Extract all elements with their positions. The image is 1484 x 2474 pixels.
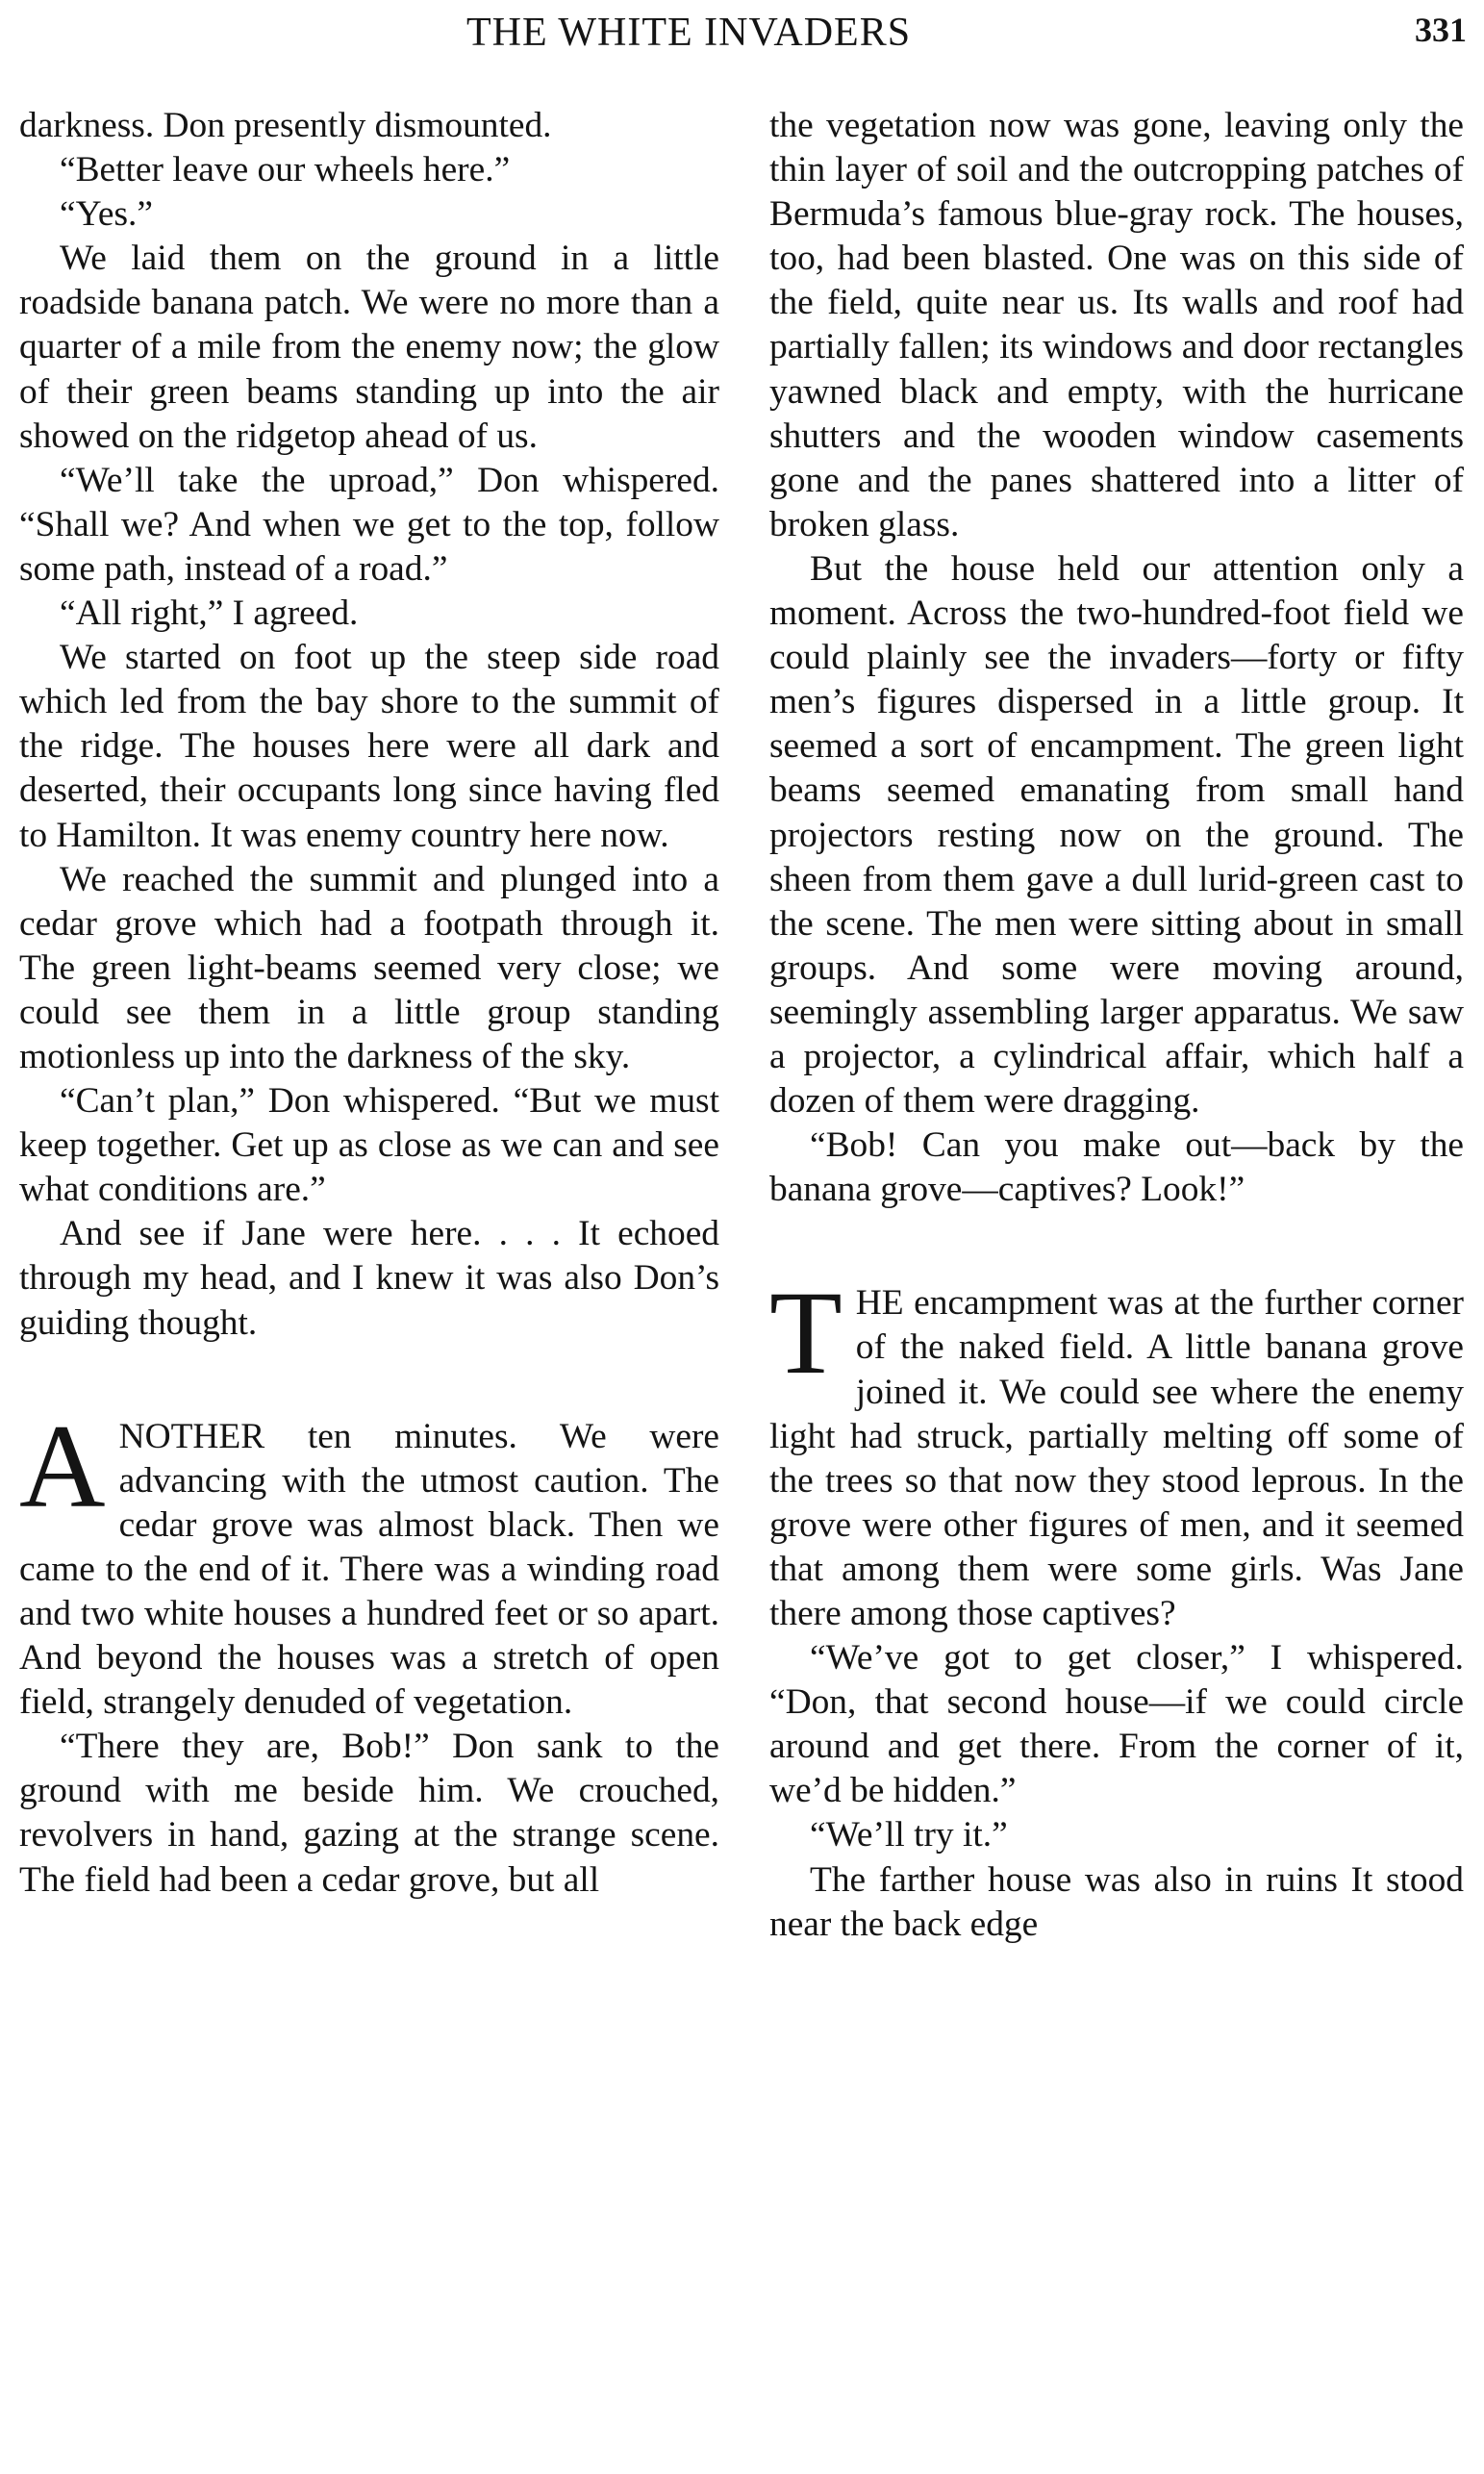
paragraph: “There they are, Bob!” Don sank to the ground with me beside him. We crouched, revolvers in hand, gazing at the strange scene. The field had been a cedar grove, but all: [19, 1727, 719, 1900]
section-opening-paragraph: [19, 1400, 719, 1726]
drop-cap: T: [769, 1267, 843, 1400]
paragraph: And see if Jane were here. . . . It echoed through my head, and I knew it was also Don’s guiding thought.: [19, 1214, 719, 1343]
paragraph-text: ten minutes. We were advancing with the utmost caution. The cedar grove was almost black. Then we came to the end of it. There was a winding road and two white houses a hundred feet or so apart. And beyond the houses was a stretch of open field, strangely denuded of vegetation.: [19, 1416, 719, 1723]
paragraph: the vegetation now was gone, leaving only the thin layer of soil and the outcropping patches of Bermuda’s famous blue-gray rock. The houses, too, had been blasted. One was on this side of the field, quite near us. Its walls and roof had partially fallen; its windows and door rectangles yawned black and empty, with the hurricane shutters and the wooden window casements gone and the panes shattered into a litter of broken glass.: [769, 106, 1464, 544]
right-column: [769, 104, 1464, 1947]
paragraph: “Bob! Can you make out—back by the banana grove—captives? Look!”: [769, 1125, 1464, 1210]
section-opening-paragraph: [769, 1267, 1464, 1636]
page-header: [0, 10, 1484, 58]
paragraph: “Can’t plan,” Don whispered. “But we must keep together. Get up as close as we can and see what conditions are.”: [19, 1081, 719, 1210]
paragraph-text: encampment was at the further corner of the naked field. A little banana grove joined it. We could see where the enemy light had struck, partially melting off some of the trees so that now they stood leprous. In the grove were other figures of men, and it seemed that among them were some girls. Was Jane there among those captives?: [769, 1283, 1464, 1633]
paragraph: darkness. Don presently dismounted.: [19, 106, 552, 145]
paragraph: The farther house was also in ruins It stood near the back edge: [769, 1859, 1464, 1944]
left-column: [19, 104, 719, 1903]
running-title: THE WHITE INVADERS: [466, 11, 912, 55]
paragraph: “All right,” I agreed.: [60, 593, 359, 634]
paragraph: “We’ll try it.”: [810, 1815, 1008, 1856]
paragraph: We started on foot up the steep side road which led from the bay shore to the summit of the ridge. The houses here were all dark and deserted, their occupants long since having fled to Hamilton. It was enemy country here now.: [19, 638, 719, 855]
paragraph: “We’ve got to get closer,” I whispered. “Don, that second house—if we could circle around and get there. From the corner of it, we’d be hidden.”: [769, 1638, 1464, 1811]
paragraph: “We’ll take the uproad,” Don whispered. “Shall we? And when we get to the top, follow some path, instead of a road.”: [19, 460, 719, 589]
drop-cap: A: [19, 1400, 106, 1532]
paragraph: But the house held our attention only a moment. Across the two-hundred-foot field we could plainly see the invaders—forty or fifty men’s figures dispersed in a little group. It seemed a sort of encampment. The green light beams seemed emanating from small hand projectors resting now on the ground. The sheen from them gave a dull lurid-green cast to the scene. The men were sitting about in small groups. And some were moving around, seemingly assembling larger apparatus. We saw a projector, a cylindrical affair, which half a dozen of them were dragging.: [769, 548, 1464, 1122]
small-caps-lead: HE: [855, 1283, 904, 1324]
page-number: 331: [1415, 11, 1467, 49]
small-caps-lead: NOTHER: [118, 1416, 265, 1456]
paragraph: “Better leave our wheels here.”: [60, 150, 511, 190]
paragraph: We laid them on the ground in a little roadside banana patch. We were no more than a quarter of a mile from the enemy now; the glow of their green beams standing up into the air showed on the ridgetop ahead of us.: [19, 239, 719, 456]
paragraph: “Yes.”: [60, 194, 153, 235]
paragraph: We reached the summit and plunged into a cedar grove which had a footpath through it. The green light-beams seemed very close; we could see them in a little group standing motionless up into the darkness of the sky.: [19, 859, 719, 1076]
